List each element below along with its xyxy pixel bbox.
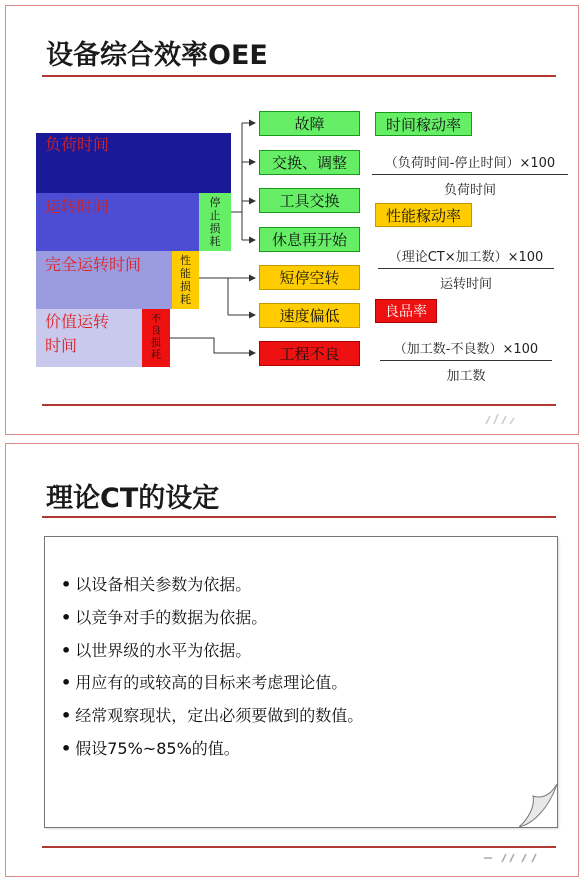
loss-item-minor-stops: 短停空转 <box>259 265 360 290</box>
bottom-rule <box>42 404 556 406</box>
bottom-rule <box>42 846 556 848</box>
quality-formula <box>380 338 552 384</box>
stop-loss-text: 停止损耗 <box>209 196 221 248</box>
corner-decoration <box>480 408 540 430</box>
bullet-text: 用应有的或较高的目标来考虑理论值。 <box>75 673 348 693</box>
availability-denominator: 负荷时间 <box>443 183 496 198</box>
loss-item-process-defects: 工程不良 <box>259 341 360 366</box>
loss-item-speed-loss: 速度偏低 <box>259 303 360 328</box>
bullet-text: 以设备相关参数为依据。 <box>75 575 252 594</box>
performance-denominator: 运转时间 <box>439 277 492 292</box>
bullet-dot: • <box>61 706 72 726</box>
title-underline <box>42 516 556 518</box>
bullet-item <box>61 608 363 641</box>
oee-slide <box>5 5 579 435</box>
bullet-dot: • <box>61 738 72 758</box>
operating-time-label: 运转时间 <box>45 197 110 216</box>
net-operating-time-label: 完全运转时间 <box>45 255 142 274</box>
bullet-item <box>61 706 363 739</box>
availability-rate-label: 时间稼动率 <box>375 112 472 136</box>
bullet-item <box>61 575 363 608</box>
bullet-list <box>61 575 363 772</box>
performance-loss-text: 性能损耗 <box>180 254 191 306</box>
availability-numerator: （负荷时间-停止时间）×100 <box>372 152 568 175</box>
bullet-item <box>61 673 363 706</box>
page-curl-icon <box>519 784 557 827</box>
performance-numerator: （理论CT×加工数）×100 <box>378 246 554 269</box>
defect-loss-text: 不良损耗 <box>151 314 161 361</box>
slide-title: 理论CT的设定 <box>46 483 220 514</box>
slide-title: 设备综合效率OEE <box>46 40 268 71</box>
loss-item-tool-change: 工具交换 <box>259 188 360 213</box>
bullet-dot: • <box>61 673 72 693</box>
bullet-text: 经常观察现状，定出必须要做到的数值。 <box>75 706 364 726</box>
performance-rate-label: 性能稼动率 <box>375 203 472 227</box>
quality-denominator: 加工数 <box>446 369 486 384</box>
bullet-item <box>61 641 363 674</box>
loss-item-changeover: 交换、调整 <box>259 150 360 175</box>
load-time-label: 负荷时间 <box>45 135 110 154</box>
performance-formula <box>378 246 554 292</box>
note-box <box>44 536 558 828</box>
corner-decoration <box>480 848 550 870</box>
bullet-dot: • <box>61 640 72 660</box>
arrow-to-process-defects <box>170 338 255 353</box>
availability-formula <box>372 152 568 198</box>
bullet-text: 以竞争对手的数据为依据。 <box>75 607 268 627</box>
value-operating-time-label-line2: 时间 <box>45 336 78 355</box>
loss-item-restart: 休息再开始 <box>259 227 360 252</box>
bullet-text: 以世界级的水平为依据。 <box>75 640 252 660</box>
bullet-text: 假设75%~85%的值。 <box>75 738 240 758</box>
loss-item-breakdown: 故障 <box>259 111 360 136</box>
bullet-dot: • <box>61 607 72 627</box>
quality-rate-label: 良品率 <box>375 299 437 323</box>
bullet-item <box>61 739 363 772</box>
bullet-dot: • <box>61 575 72 594</box>
theoretical-ct-slide <box>5 443 579 877</box>
quality-numerator: （加工数-不良数）×100 <box>380 338 552 361</box>
value-operating-time-label-line1: 价值运转 <box>45 312 110 331</box>
